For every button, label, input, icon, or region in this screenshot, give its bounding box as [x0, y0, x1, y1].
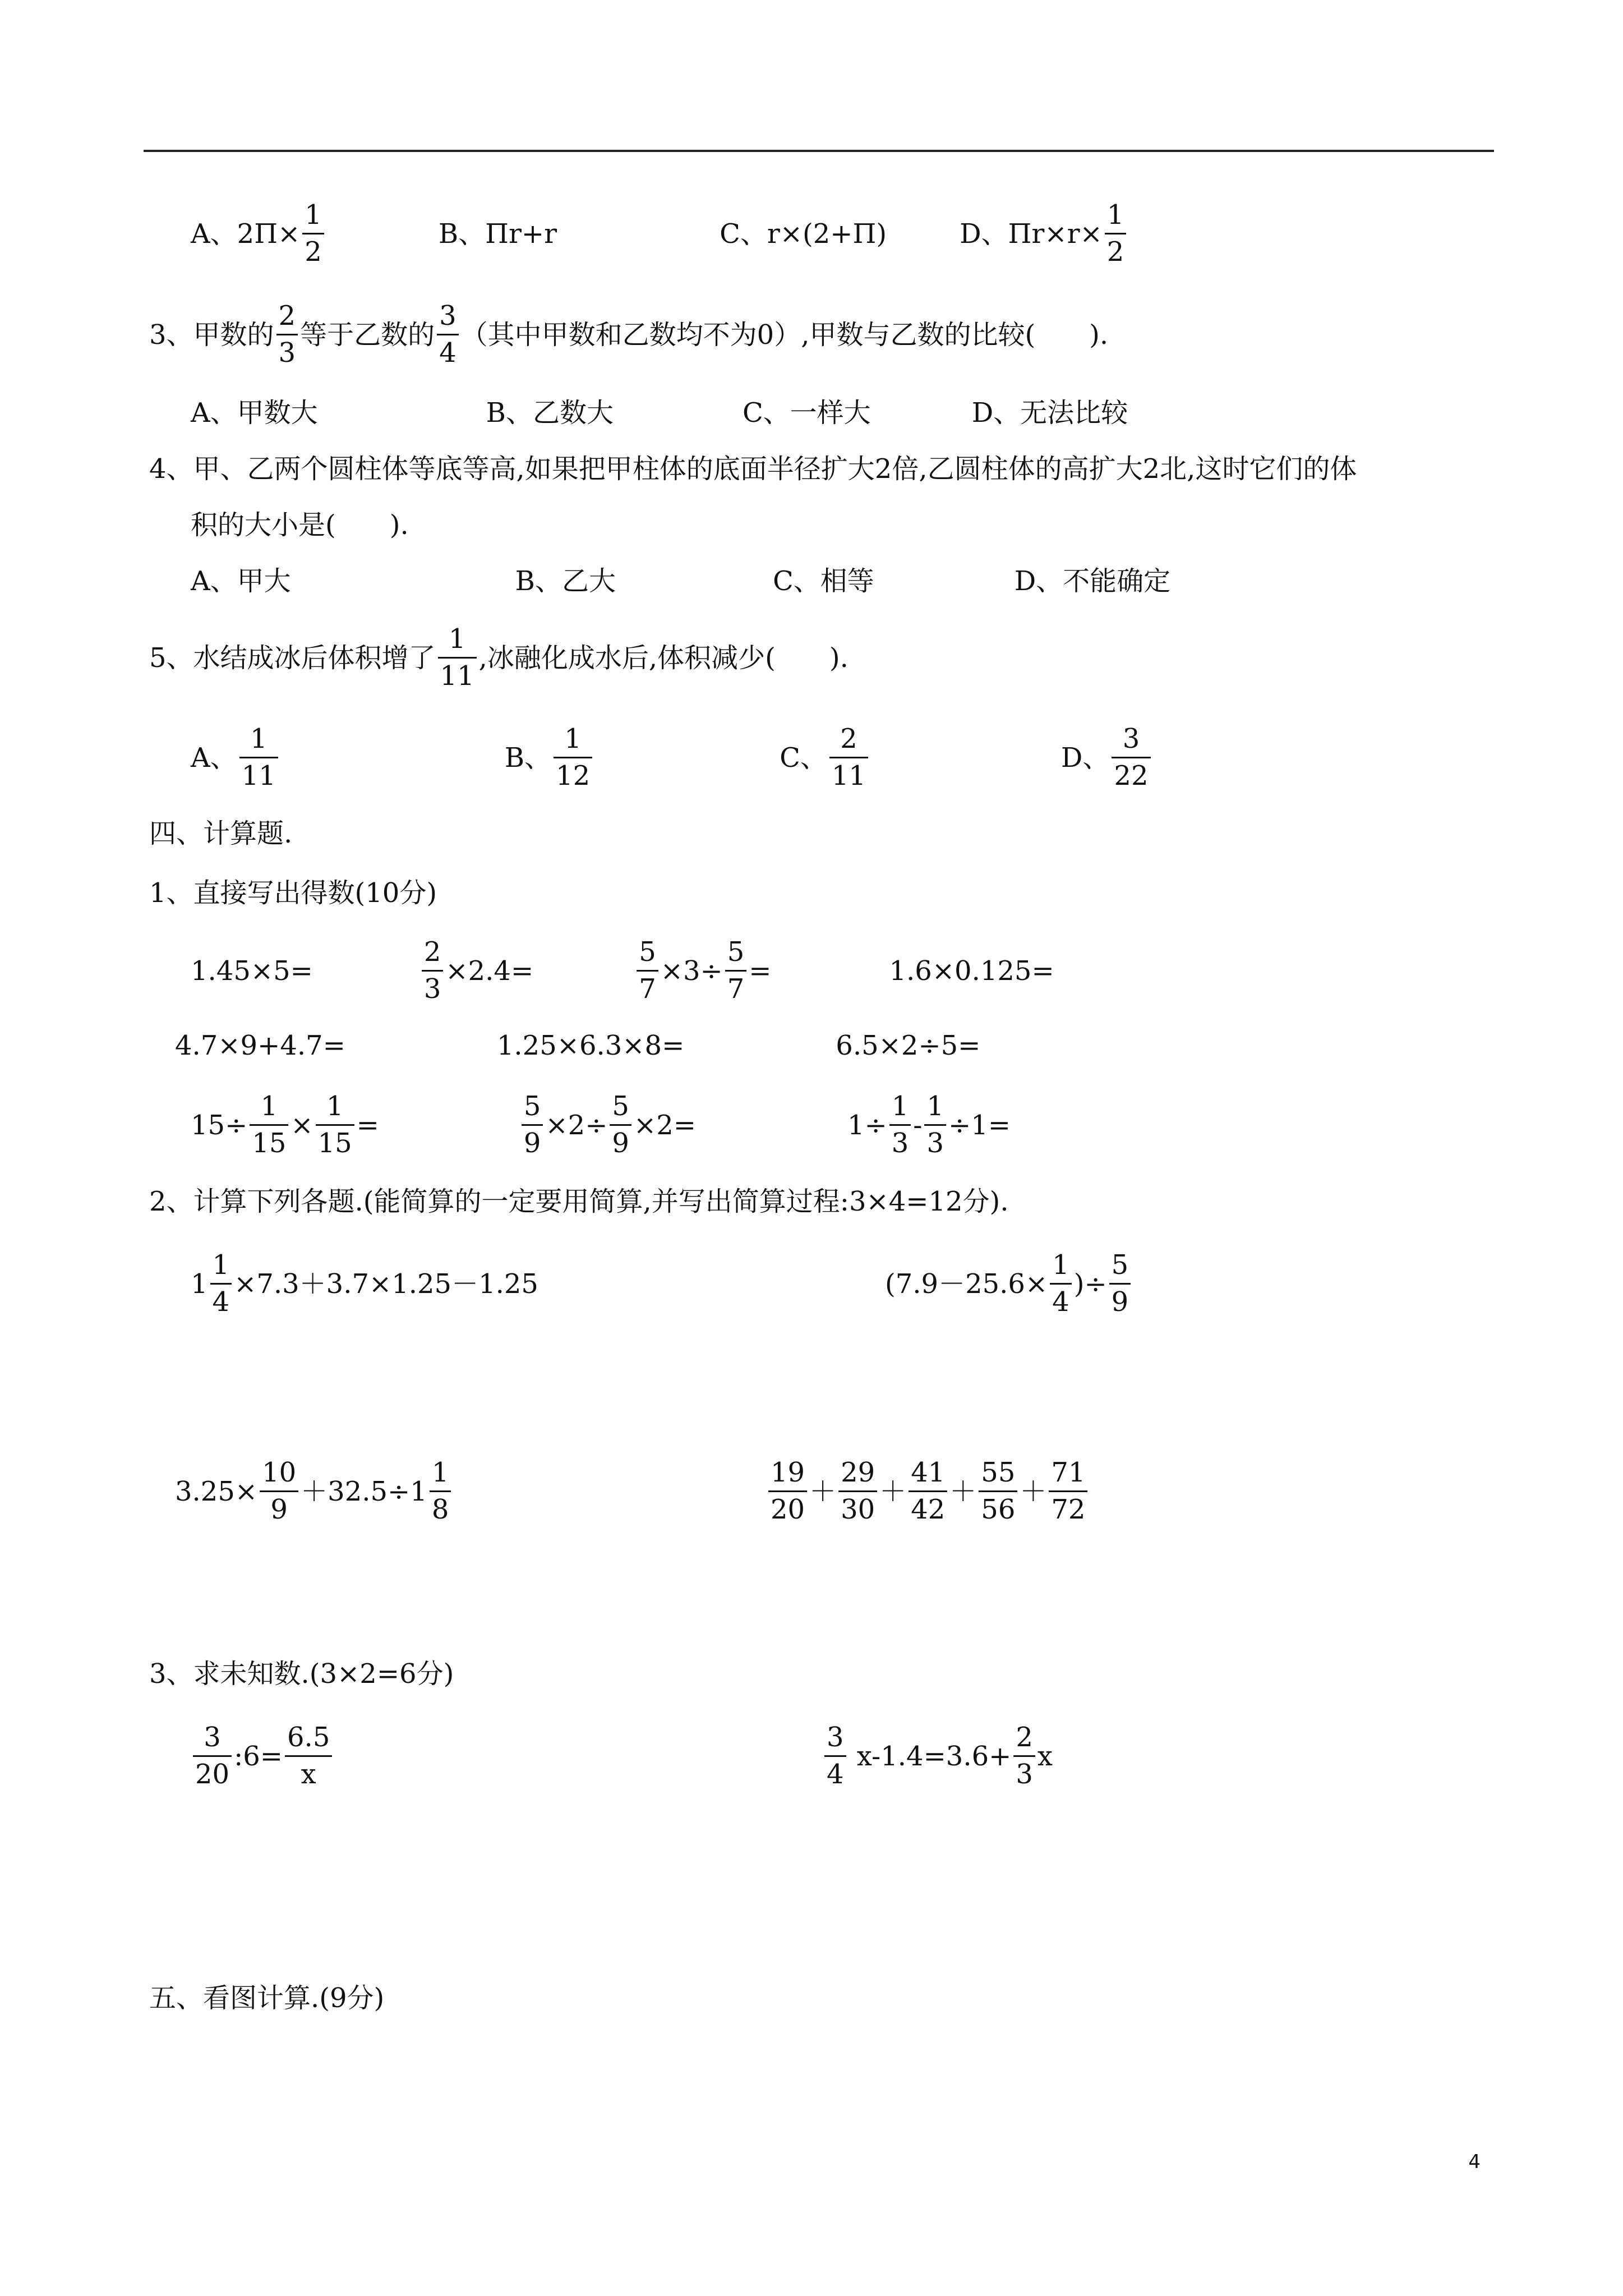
fraction: $\frac{1}{15}$	[250, 1091, 288, 1159]
fraction: $\frac{1}{4}$	[1050, 1250, 1072, 1318]
fraction: $\frac{2}{11}$	[829, 724, 868, 792]
fraction: $\frac{2}{3}$	[422, 937, 444, 1005]
page-number: 4	[1468, 2151, 1481, 2173]
fraction: $\frac{3}{4}$	[824, 1722, 846, 1790]
q5-option-a: A、	[191, 742, 237, 774]
header-rule	[144, 150, 1494, 152]
q3-option-c: C、一样大	[742, 397, 871, 429]
fraction: $\frac{3}{20}$	[193, 1722, 232, 1790]
fraction: $\frac{71}{72}$	[1049, 1457, 1087, 1525]
equation-a: $\frac{3}{20}$ :6= $\frac{6.5}{x}$	[191, 1722, 334, 1790]
fraction: $\frac{5}{7}$	[725, 937, 747, 1005]
q3-option-a: A、甲数大	[191, 397, 318, 429]
part-2-title: 2、计算下列各题.(能简算的一定要用简算,并写出简算过程:3×4=12分).	[149, 1186, 1009, 1217]
calc-expression-d: $\frac{19}{20}$ ＋ $\frac{29}{30}$ ＋ $\frac{41}{42}$ ＋ $\frac{55}{56}$ ＋ $\frac{71}{72}$	[766, 1457, 1090, 1525]
fraction: $\frac{2}{3}$	[1013, 1722, 1035, 1790]
q2-option-c: C、r×(2+Π)	[720, 218, 887, 250]
fraction: $\frac{1}{11}$	[438, 624, 477, 692]
q5-option-b: B、	[504, 742, 552, 774]
fraction: $\frac{1}{11}$	[239, 724, 278, 792]
question-5: 5、水结成冰后体积增了 $\frac{1}{11}$ ,冰融化成水后,体积减少( ).	[149, 623, 849, 692]
fraction: $\frac{3}{4}$	[437, 301, 459, 369]
fraction: $\frac{41}{42}$	[909, 1457, 947, 1525]
fraction: $\frac{1}{3}$	[924, 1091, 946, 1159]
q5-option-d: D、	[1061, 742, 1110, 774]
fraction: $\frac{10}{9}$	[260, 1457, 298, 1525]
section-5-title: 五、看图计算.(9分)	[149, 1982, 385, 2014]
direct-calc-row-3: 15÷ $\frac{1}{15}$ × $\frac{1}{15}$ = $\frac{5}{9}$ ×2÷ $\frac{5}{9}$ ×2= 1÷ $\frac{1}{3}$ - $\frac{1}{3}$ ÷1=	[191, 1091, 1011, 1159]
fraction: $\frac{1}{2}$	[1105, 200, 1127, 268]
q2-option-b: B、Πr+r	[438, 218, 557, 250]
fraction: $\frac{29}{30}$	[838, 1457, 877, 1525]
q2-options	[191, 200, 1128, 268]
fraction: $\frac{5}{7}$	[637, 937, 658, 1005]
part-3-title: 3、求未知数.(3×2=6分)	[149, 1658, 454, 1690]
direct-calc-row-2: 4.7×9+4.7= 1.25×6.3×8= 6.5×2÷5=	[175, 1030, 981, 1061]
calc-expression-c: 3.25× $\frac{10}{9}$ ＋32.5÷1 $\frac{1}{8}$	[175, 1457, 453, 1525]
q4-option-b: B、乙大	[515, 565, 616, 597]
fraction: $\frac{5}{9}$	[1109, 1250, 1131, 1318]
fraction: $\frac{1}{15}$	[316, 1091, 354, 1159]
q2-option-a: A、2Π×	[191, 218, 301, 250]
fraction: $\frac{19}{20}$	[768, 1457, 807, 1525]
fraction: $\frac{1}{3}$	[889, 1091, 911, 1159]
q3-option-d: D、无法比较	[971, 397, 1128, 429]
q3-options	[191, 397, 1128, 429]
fraction: $\frac{1}{8}$	[430, 1457, 451, 1525]
fraction: $\frac{5}{9}$	[610, 1091, 631, 1159]
calc-expression-a: 1 $\frac{1}{4}$ ×7.3＋3.7×1.25－1.25	[191, 1249, 538, 1318]
question-4-line-1: 4、甲、乙两个圆柱体等底等高,如果把甲柱体的底面半径扩大2倍,乙圆柱体的高扩大2北,这时它们的体	[149, 453, 1357, 485]
fraction: $\frac{1}{12}$	[554, 724, 592, 792]
q5-option-c: C、	[780, 742, 827, 774]
fraction: $\frac{55}{56}$	[979, 1457, 1017, 1525]
q4-option-a: A、甲大	[191, 565, 291, 597]
part-1-title: 1、直接写出得数(10分)	[149, 877, 437, 909]
fraction: $\frac{1}{2}$	[302, 200, 324, 268]
q2-option-d: D、Πr×r×	[960, 218, 1103, 250]
fraction: $\frac{3}{22}$	[1112, 724, 1150, 792]
direct-calc-row-1: 1.45×5= $\frac{2}{3}$ ×2.4= $\frac{5}{7}$ ×3÷ $\frac{5}{7}$ = 1.6×0.125=	[191, 936, 1054, 1005]
q4-option-d: D、不能确定	[1014, 565, 1171, 597]
equation-b: $\frac{3}{4}$ x-1.4=3.6+ $\frac{2}{3}$ x	[822, 1722, 1053, 1790]
q4-option-c: C、相等	[772, 565, 874, 597]
section-4-title: 四、计算题.	[149, 818, 293, 849]
fraction: $\frac{1}{4}$	[210, 1250, 232, 1318]
calc-expression-b: (7.9－25.6× $\frac{1}{4}$ )÷ $\frac{5}{9}$	[885, 1250, 1133, 1318]
fraction: $\frac{5}{9}$	[522, 1091, 543, 1159]
fraction: $\frac{6.5}{x}$	[285, 1722, 332, 1790]
question-3: 3、甲数的 $\frac{2}{3}$ 等于乙数的 $\frac{3}{4}$ （其中甲数和乙数均不为0）,甲数与乙数的比较( ).	[149, 300, 1109, 369]
fraction: $\frac{2}{3}$	[276, 301, 298, 369]
q3-option-b: B、乙数大	[486, 397, 614, 429]
question-4-line-2: 积的大小是( ).	[191, 509, 409, 541]
q4-options	[191, 565, 1171, 597]
q5-options	[191, 724, 1153, 792]
